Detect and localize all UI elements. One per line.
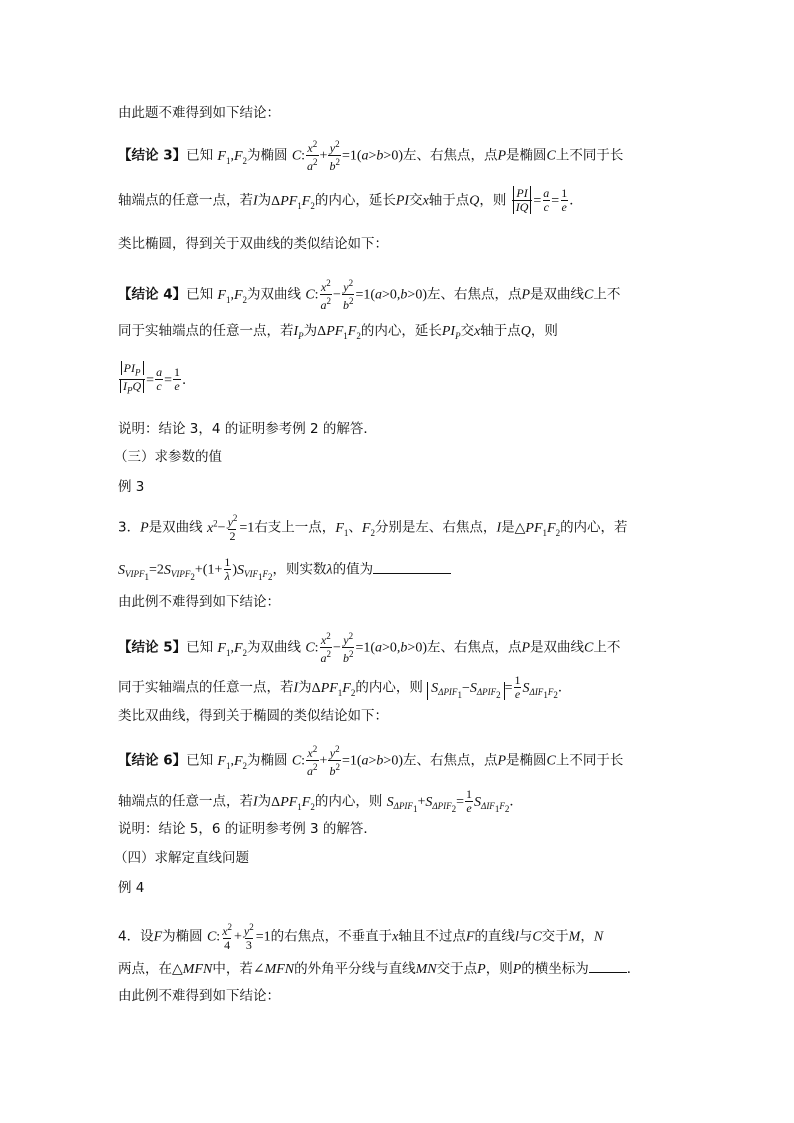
text: 说明：结论 3，4 的证明参考例 2 的解答．	[118, 421, 377, 437]
text: 由此例不难得到如下结论：	[118, 594, 280, 610]
text: 交	[409, 192, 423, 209]
text: 例 3	[118, 479, 145, 495]
text: 为	[257, 793, 272, 810]
text: 同于实轴端点的任意一点，若	[118, 323, 294, 339]
text: 交于	[541, 928, 569, 945]
text: 分别是左、右焦点，	[374, 519, 497, 536]
text: 的内心，则	[314, 793, 383, 810]
text: 上不	[593, 286, 621, 303]
text: 为	[257, 192, 272, 209]
text: ．	[626, 961, 641, 977]
intro-text-3	[118, 990, 280, 1004]
question-3-line-2: $S_{VIPF_1}=2S_{VIPF_2}+(1+$ $\frac{1}{\lambda}$ )$S_{VIF_1F_2}$，则实数λ的值为	[118, 556, 451, 583]
text: 上不同于长	[555, 752, 624, 769]
text: 的内心，则	[355, 679, 423, 696]
conclusion-6-line-1: 【结论 6】已知 $F_1,F_2$为椭圆 C: $\frac{x^2}{a^2}$ + $\frac{y^2}{b^2}$ =1(a>b>0)左、右焦点，点P是椭圆C上不同于长	[118, 744, 624, 778]
fraction-y2-b2: $\frac{y^2}{b^2}$	[329, 139, 340, 173]
text: ，则	[479, 192, 507, 209]
example-4-label	[118, 882, 144, 896]
text: 的内心，若	[560, 519, 628, 536]
text: 为椭圆	[247, 752, 288, 769]
text: ，则	[530, 323, 558, 339]
text: 交于点	[436, 961, 478, 977]
text: ，则实数	[272, 561, 327, 578]
conclusion-tag: 【结论 6】	[118, 752, 187, 769]
text: 、	[348, 519, 362, 536]
text: 轴且不过点	[398, 928, 466, 945]
conclusion-5-line-2: 同于实轴端点的任意一点，若I为$\Delta PF_1F_2$的内心，则 $S_{\Delta PIF_1}-S_{\Delta PIF_2}$ = $\frac{1}{e}$ $S_{\Delta IF_1F_2}$．	[118, 673, 572, 701]
question-3-line-1: 3．P是双曲线 $x^2-$ $\frac{y^2}{2}$ =1右支上一点，$F_1$、$F_2$分别是左、右焦点，I是$\triangle PF_1F_2$的内心，若	[118, 513, 628, 543]
note-2	[118, 823, 377, 837]
text: 的直线	[474, 928, 515, 945]
text: 同于实轴端点的任意一点，若	[118, 679, 294, 696]
text: 的外角平分线与直线	[294, 961, 416, 977]
text: 轴端点的任意一点，若	[118, 793, 253, 810]
conclusion-4-line-2: 同于实轴端点的任意一点，若$I_P$为$\Delta PF_1F_2$的内心，延长$PI_P$交x轴于点Q，则	[118, 323, 558, 341]
text: 4．设	[118, 928, 154, 945]
text: ．	[509, 793, 523, 810]
text: 为	[298, 679, 312, 696]
conclusion-3-line-2: 轴端点的任意一点，若I为$\Delta PF_1F_2$的内心，延长PI交x轴于点Q，则 $\frac{PI}{IQ}$ = $\frac{a}{c}$ = $\frac{1}{e}$ ．	[118, 186, 583, 214]
text: 左、右焦点，点	[426, 639, 522, 656]
conclusion-5-line-1: 【结论 5】已知 $F_1,F_2$为双曲线 C: $\frac{x^2}{a^2}$ − $\frac{y^2}{b^2}$ =1(a>0,b>0)左、右焦点，点P是双曲线C上不	[118, 631, 621, 665]
text: 轴端点的任意一点，若	[118, 192, 253, 209]
text: 交	[460, 323, 475, 339]
conclusion-3-line-1: 【结论 3】已知 $F_1,F_2$为椭圆 C: $\frac{x^2}{a^2}$ + $\frac{y^2}{b^2}$ =1(a>b>0)左、右焦点，点P是椭圆C上不同于长	[118, 139, 624, 173]
text: 中，若	[212, 961, 253, 977]
section-3-heading	[114, 451, 222, 465]
analog-text-1	[118, 238, 388, 252]
answer-blank[interactable]	[373, 561, 451, 574]
text: 为椭圆	[162, 928, 203, 945]
text: 上不	[593, 639, 621, 656]
conclusion-6-line-2: 轴端点的任意一点，若I为$\Delta PF_1F_2$的内心，则 $S_{\Delta PIF_1}+S_{\Delta PIF_2}=$ $\frac{1}{e}$ $S_{\Delta IF_1F_2}$．	[118, 787, 523, 815]
text: 由此例不难得到如下结论：	[118, 988, 280, 1004]
text: 说明：结论 5，6 的证明参考例 3 的解答．	[118, 821, 377, 837]
text: 是椭圆	[506, 752, 547, 769]
text: 已知	[186, 639, 214, 656]
fraction-x2-a2: $\frac{x^2}{a^2}$	[307, 139, 318, 173]
text: 已知	[186, 286, 214, 303]
note-1	[118, 423, 377, 437]
intro-text-2	[118, 596, 280, 610]
text: ，则	[485, 961, 513, 977]
text: 例 4	[118, 880, 145, 896]
text: ，	[580, 928, 594, 945]
text: 是双曲线	[148, 519, 203, 536]
text: 的值为	[332, 561, 374, 578]
text: （三）求参数的值	[114, 449, 222, 465]
text: 与	[518, 928, 533, 945]
question-4-line-1: 4．设F为椭圆 C: $\frac{x^2}{4}$ + $\frac{y^2}{3}$ =1的右焦点，不垂直于x轴且不过点F的直线l与C交于M，N	[118, 922, 604, 952]
text: 由此题不难得到如下结论：	[118, 105, 280, 121]
example-3-label	[118, 481, 144, 495]
text: 的右焦点，不垂直于	[270, 928, 393, 945]
text: 已知	[186, 752, 214, 769]
text: 是	[501, 519, 515, 536]
answer-blank[interactable]	[589, 960, 627, 973]
text: 的横坐标为	[521, 961, 589, 977]
question-4-line-2: 两点，在△MFN中，若∠MFN的外角平分线与直线MN交于点P，则P的横坐标为 ．	[118, 961, 641, 977]
math-f1: $F_1$	[217, 148, 231, 166]
text: 轴于点	[480, 323, 521, 339]
text: 是双曲线	[530, 286, 585, 303]
intro-text-1	[118, 107, 280, 121]
text: 两点，在	[118, 961, 172, 977]
text: 类比椭圆，得到关于双曲线的类似结论如下：	[118, 236, 388, 252]
text: 为双曲线	[247, 286, 302, 303]
math-ellipse-eq: C	[291, 148, 302, 164]
conclusion-4-formula: $\frac{PI_P}{I_PQ}$ = $\frac{a}{c}$ = $\frac{1}{e}$ ．	[118, 362, 195, 398]
text: 的内心，延长	[360, 323, 442, 339]
text: 已知	[186, 147, 214, 164]
text: 左、右焦点，点	[402, 752, 498, 769]
text: ．	[557, 679, 572, 696]
analog-text-2	[118, 710, 388, 724]
text: 左、右焦点，点	[402, 147, 498, 164]
text: 为双曲线	[247, 639, 302, 656]
text: 3．	[118, 519, 141, 536]
text: ．	[569, 192, 583, 209]
text: 轴于点	[428, 192, 470, 209]
conclusion-tag: 【结论 4】	[118, 286, 187, 303]
text: 是椭圆	[506, 147, 547, 164]
text: 为椭圆	[247, 147, 288, 164]
abs-difference: $S_{\Delta PIF_1}-S_{\Delta PIF_2}$	[427, 682, 504, 701]
text: 类比双曲线，得到关于椭圆的类似结论如下：	[118, 708, 388, 724]
text: 为	[303, 323, 318, 339]
section-4-heading	[114, 852, 249, 866]
text: 是双曲线	[530, 639, 585, 656]
text: 右支上一点，	[254, 519, 336, 536]
fraction-pip-ipq: $\frac{PI_P}{I_PQ}$	[119, 362, 145, 398]
text: ．	[181, 371, 196, 388]
fraction-pi-iq: $\frac{PI}{IQ}$	[512, 187, 533, 214]
text: （四）求解定直线问题	[114, 850, 249, 866]
conclusion-tag: 【结论 3】	[118, 147, 187, 164]
conclusion-4-line-1: 【结论 4】已知 $F_1,F_2$为双曲线 C: $\frac{x^2}{a^2}$ − $\frac{y^2}{b^2}$ =1(a>0,b>0)左、右焦点，点P是双曲线C上不	[118, 278, 621, 312]
conclusion-tag: 【结论 5】	[118, 639, 187, 656]
text: 的内心，延长	[314, 192, 396, 209]
text: 上不同于长	[555, 147, 624, 164]
text: 左、右焦点，点	[426, 286, 522, 303]
